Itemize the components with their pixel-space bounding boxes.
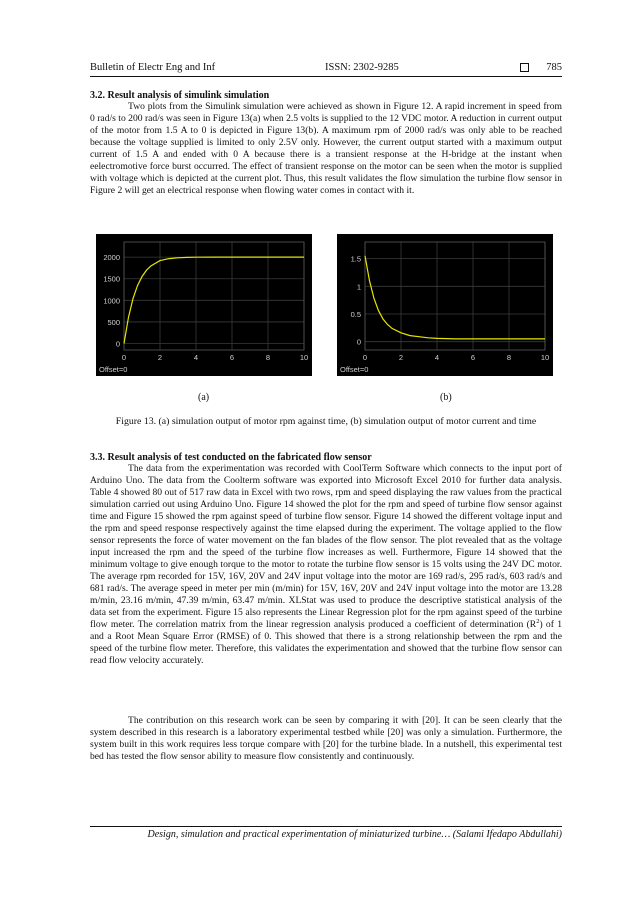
figure-13a-label: (a)	[198, 392, 210, 403]
y-tick-label: 0	[115, 339, 120, 349]
figure-13b-plot	[337, 234, 553, 376]
y-tick-label: 0.5	[350, 310, 361, 319]
y-tick-label: 2000	[103, 253, 120, 263]
superscript-2: 2	[536, 617, 540, 625]
figure-13b-label: (b)	[440, 392, 452, 403]
x-tick-label: 2	[157, 353, 163, 362]
x-tick-label: 10	[540, 353, 550, 362]
scope-background	[337, 234, 553, 376]
y-tick-label: 1000	[103, 296, 120, 306]
offset-label: Offset=0	[99, 365, 128, 374]
header-rule	[90, 76, 562, 77]
section-heading-3-3: 3.3. Result analysis of test conducted on the fabricated flow sensor	[90, 452, 372, 463]
section-3-3-paragraph-1	[90, 463, 562, 667]
x-tick-label: 8	[506, 353, 512, 362]
page-number: 785	[546, 62, 562, 73]
offset-label: Offset=0	[340, 365, 369, 374]
paragraph-text-end: ) of 1 and a Root Mean Square Error (RMSE) of 0. This showed that there is a strong relationship between the rpm and the speed of the turbine flow meter. Therefore, this validates the experimentation and showed that the turbine flow sensor can read flow velocity accurately.	[90, 619, 563, 666]
running-footer: Design, simulation and practical experimentation of miniaturized turbine… (Salami Ifedapo Abdullahi)	[147, 829, 562, 840]
section-3-2-paragraph: Two plots from the Simulink simulation were achieved as shown in Figure 12. A rapid increment in speed from 0 rad/s to 200 rad/s was seen in Figure 13(a) when 2.5 volts is supplied to the 12 VDC motor. A reduction in current output of the motor from 1.5 A to 0 is depicted in Figure 13(b). A maximum rpm of 2000 rad/s was only able to be reached because the voltage supplied is limited to only 2.5V only. However, the current output started with a maximum output current of 1.5 A and ended with 0 A because there is a transient response at the H-bridge at the instant when eelectromotive force burst occurred. The effect of transient response on the motor can be seen when the motor is supplied with voltage which is depicted at the current plot. Thus, this result validates the flow simulation the turbine flow sensor in Figure 2 will get an electrical response when flowing water comes in contact with it.	[90, 101, 562, 196]
x-tick-label: 0	[362, 353, 368, 362]
figure-13a-plot	[96, 234, 312, 376]
paragraph-text: The data from the experimentation was recorded with CoolTerm Software which connects to the input port of Arduino Uno. The data from the Coolterm software was exported into Microsoft Excel 2010 for further data analysis. Table 4 showed 80 out of 517 raw data in Excel with two rows, rpm and speed displaying the raw values from the practical simulation carried out using Arduino Uno. Figure 14 showed the plot for the rpm and speed of turbine flow sensor against time and Figure 15 showed the rpm against speed of turbine flow sensor. Figure 14 showed the different voltage input and the rpm and speed response respectively against the time elapsed during the experiment. The voltage applied to the flow sensor represents the force of water movement on the fan blades of the flow sensor. The plot revealed that as the voltage input increased the rpm and the speed of the turbine flow increases as well. Furthermore, Figure 14 showed that the minimum voltage to give enough torque to the motor to rotate the turbine flow sensor is 15 volts using the 24V DC motor. The average rpm recorded for 15V, 16V, 20V and 24V input voltage into the motor are 169 rad/s, 295 rad/s, 603 rad/s and 681 rad/s. The average speed in meter per min (m/min) for 15V, 16V, 20V and 24V input voltage into the motor are 13.28 m/min, 23.16 m/min, 47.39 m/min, 63.47 m/min. XLStat was used to produce the descriptive statistical analysis of the data set from the experiment. Figure 15 also represents the Linear Regression plot for the rpm against speed of the turbine flow meter. The correlation matrix from the linear regression analysis produced a coefficient of determination (R	[90, 463, 562, 630]
y-tick-label: 1	[356, 282, 361, 292]
journal-name: Bulletin of Electr Eng and Inf	[90, 62, 216, 73]
x-tick-label: 6	[229, 353, 235, 362]
figure-13a-chart	[96, 234, 312, 376]
x-tick-label: 8	[265, 353, 271, 362]
x-tick-label: 0	[121, 353, 127, 362]
scope-background	[96, 234, 312, 376]
checkbox-square-icon	[520, 63, 529, 72]
section-3-3-paragraph-2: The contribution on this research work can be seen by comparing it with [20]. It can be seen clearly that the system described in this research is a laboratory experimental testbed while [20] was only a simulation. Furthermore, the system built in this work requires less torque compare with [20] for the turbine blade. In a nutshell, this experimental test bed has tested the flow sensor ability to measure flow consistently and continuously.	[90, 715, 562, 762]
running-header	[90, 62, 562, 74]
y-tick-label: 1.5	[350, 254, 361, 264]
figure-13b-chart	[337, 234, 553, 376]
y-tick-label: 1500	[103, 274, 120, 284]
x-tick-label: 10	[299, 353, 309, 362]
x-tick-label: 6	[470, 353, 476, 362]
x-tick-label: 4	[193, 353, 199, 362]
figure-13-caption: Figure 13. (a) simulation output of motor rpm against time, (b) simulation output of motor current and time	[115, 416, 537, 427]
x-tick-label: 2	[398, 353, 404, 362]
footer-rule	[90, 826, 562, 827]
y-tick-label: 0	[356, 337, 361, 347]
x-tick-label: 4	[434, 353, 440, 362]
section-heading-3-2: 3.2. Result analysis of simulink simulation	[90, 90, 270, 101]
y-tick-label: 500	[107, 317, 120, 327]
issn: ISSN: 2302-9285	[325, 62, 399, 73]
